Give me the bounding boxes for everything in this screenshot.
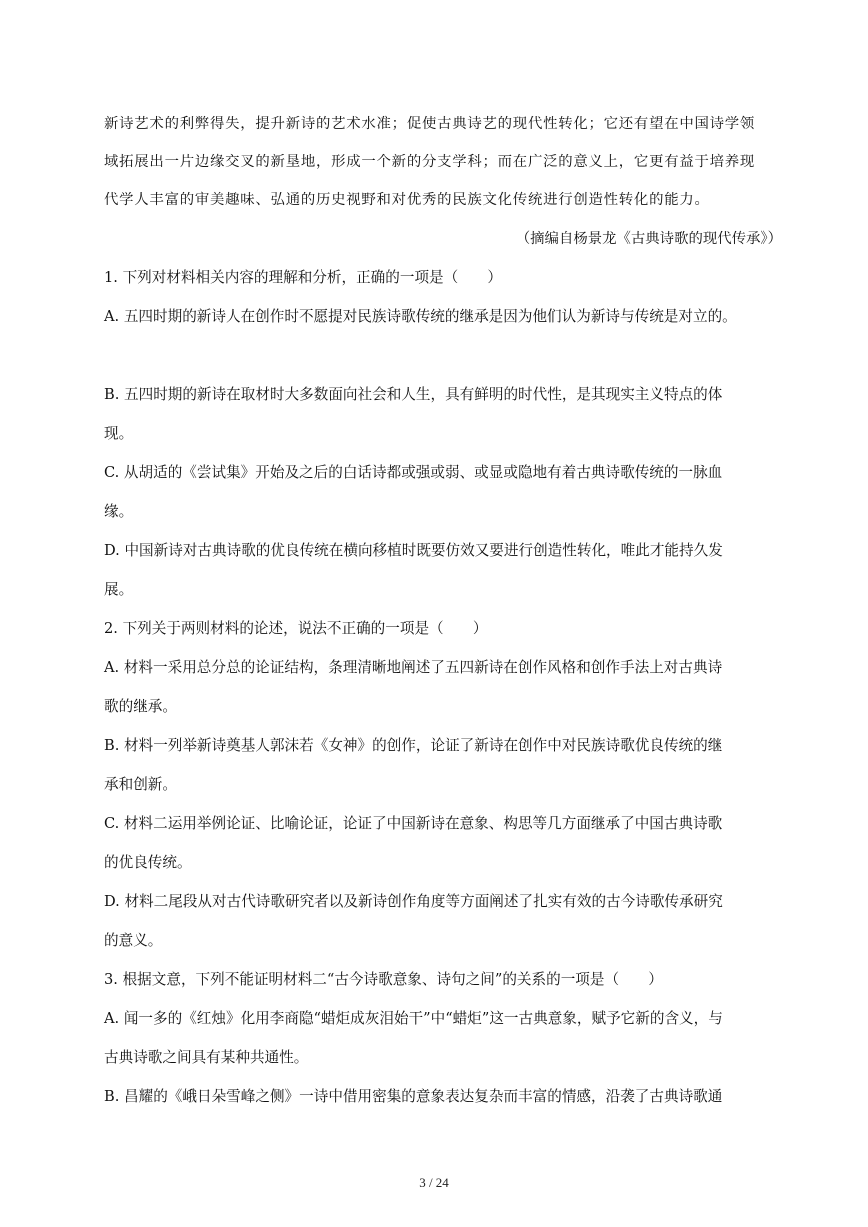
- passage-line: 代学人丰富的审美趣味、弘通的历史视野和对优秀的民族文化传统进行创造性转化的能力。: [104, 192, 710, 208]
- question-2-option-b: B. 材料一列举新诗奠基人郭沫若《女神》的创作，论证了新诗在创作中对民族诗歌优良传统的继: [104, 737, 723, 754]
- question-2-option-c: C. 材料二运用举例论证、比喻论证，论证了中国新诗在意象、构思等几方面继承了中国古典诗歌: [104, 815, 723, 832]
- question-3-option-a-cont: 古典诗歌之间具有某种共通性。: [104, 1049, 309, 1066]
- question-2-option-b-cont: 承和创新。: [104, 776, 177, 793]
- question-3-stem: 3. 根据文意，下列不能证明材料二“古今诗歌意象、诗句之间”的关系的一项是（ ）: [104, 971, 663, 988]
- passage-line: 域拓展出一片边缘交叉的新垦地，形成一个新的分支学科；而在广泛的意义上，它更有益于培养现: [104, 154, 756, 170]
- question-2-option-a-cont: 歌的继承。: [104, 698, 177, 715]
- page-number: 3 / 24: [419, 1175, 449, 1190]
- question-2-option-d: D. 材料二尾段从对古代诗歌研究者以及新诗创作角度等方面阐述了扎实有效的古今诗歌传承研究: [104, 893, 723, 910]
- question-1-option-a: A. 五四时期的新诗人在创作时不愿提对民族诗歌传统的继承是因为他们认为新诗与传统是对立的。: [104, 308, 737, 325]
- passage-line: 新诗艺术的利弊得失，提升新诗的艺术水准；促使古典诗艺的现代性转化；它还有望在中国诗学领: [104, 116, 756, 132]
- question-1-option-c: C. 从胡适的《尝试集》开始及之后的白话诗都或强或弱、或显或隐地有着古典诗歌传统的一脉血: [104, 464, 723, 481]
- question-1-option-b-cont: 现。: [104, 425, 134, 442]
- question-2-option-d-cont: 的意义。: [104, 932, 163, 949]
- question-1-option-d-cont: 展。: [104, 581, 134, 598]
- question-3-option-a: A. 闻一多的《红烛》化用李商隐“蜡炬成灰泪始干”中“蜡炬”这一古典意象，赋予它新的含义，与: [104, 1010, 723, 1027]
- question-2-stem: 2. 下列关于两则材料的论述，说法不正确的一项是（ ）: [104, 620, 488, 637]
- question-1-option-c-cont: 缘。: [104, 503, 134, 520]
- question-1-option-b: B. 五四时期的新诗在取材时大多数面向社会和人生，具有鲜明的时代性，是其现实主义特点的体: [104, 386, 723, 403]
- question-3-option-b: B. 昌耀的《峨日朵雪峰之侧》一诗中借用密集的意象表达复杂而丰富的情感，沿袭了古典诗歌通: [104, 1088, 723, 1105]
- question-2-option-a: A. 材料一采用总分总的论证结构，条理清晰地阐述了五四新诗在创作风格和创作手法上对古典诗: [104, 659, 723, 676]
- question-2-option-c-cont: 的优良传统。: [104, 854, 192, 871]
- question-1-stem: 1. 下列对材料相关内容的理解和分析，正确的一项是（ ）: [104, 269, 503, 286]
- passage-source: （摘编自杨景龙《古典诗歌的现代传承》）: [515, 231, 782, 247]
- question-1-option-d: D. 中国新诗对古典诗歌的优良传统在横向移植时既要仿效又要进行创造性转化，唯此才能持久发: [104, 542, 723, 559]
